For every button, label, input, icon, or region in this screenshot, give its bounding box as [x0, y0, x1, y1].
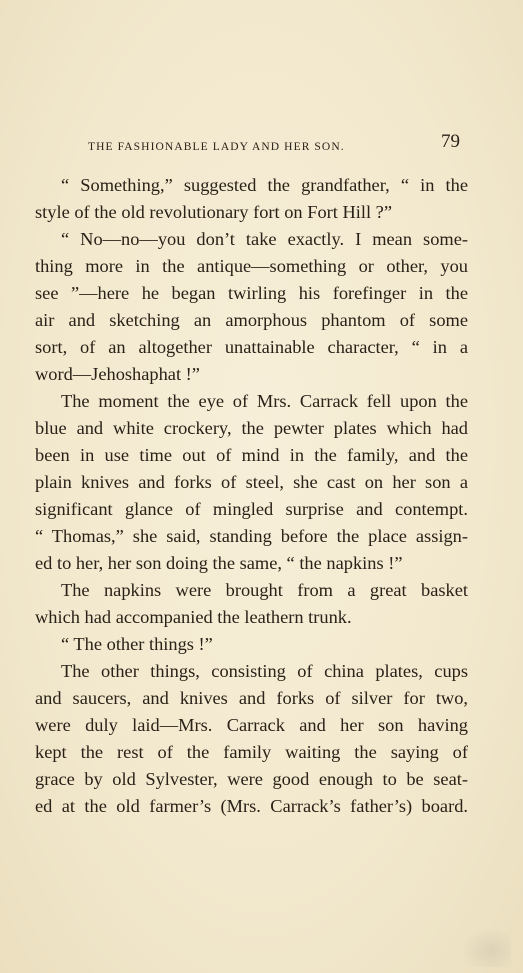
- text-line: were duly laid—Mrs. Carrack and her son having: [35, 715, 468, 735]
- text-line: thing more in the antique—something or other, you: [35, 256, 468, 276]
- page-number: 79: [441, 131, 460, 152]
- paragraph: [35, 577, 468, 631]
- text-line: blue and white crockery, the pewter plates which had: [35, 418, 468, 438]
- text-line: plain knives and forks of steel, she cast on her son a: [35, 472, 468, 492]
- paragraph: [35, 172, 468, 226]
- paragraph: [35, 226, 468, 388]
- text-line: grace by old Sylvester, were good enough to be seat-: [35, 769, 468, 789]
- paragraph: [35, 658, 468, 820]
- text-line: and saucers, and knives and forks of silver for two,: [35, 688, 468, 708]
- text-line: significant glance of mingled surprise and contempt.: [35, 499, 468, 519]
- text-line: “ The other things !”: [61, 634, 213, 654]
- text-line: “ Something,” suggested the grandfather, “ in the: [61, 175, 468, 195]
- text-line: “ No—no—you don’t take exactly. I mean some-: [61, 229, 468, 249]
- text-line: which had accompanied the leathern trunk.: [35, 607, 352, 627]
- text-line: air and sketching an amorphous phantom of some: [35, 310, 468, 330]
- text-line: sort, of an altogether unattainable character, “ in a: [35, 337, 468, 357]
- page-header: [88, 131, 460, 161]
- text-line: been in use time out of mind in the family, and the: [35, 445, 468, 465]
- text-line: style of the old revolutionary fort on Fort Hill ?”: [35, 202, 393, 222]
- text-line: The other things, consisting of china plates, cups: [61, 661, 468, 681]
- text-line: The moment the eye of Mrs. Carrack fell upon the: [61, 391, 468, 411]
- text-line: The napkins were brought from a great basket: [61, 580, 468, 600]
- running-head: THE FASHIONABLE LADY AND HER SON.: [88, 141, 345, 153]
- paragraph: [35, 388, 468, 577]
- body-text: [35, 172, 468, 820]
- paragraph: [35, 631, 468, 658]
- text-line: “ Thomas,” she said, standing before the place assign-: [35, 526, 468, 546]
- paper-blemish: [461, 927, 511, 967]
- text-line: kept the rest of the family waiting the saying of: [35, 742, 468, 762]
- text-line: see ”—here he began twirling his forefinger in the: [35, 283, 468, 303]
- text-line: ed at the old farmer’s (Mrs. Carrack’s father’s) board.: [35, 796, 468, 816]
- text-line: word—Jehoshaphat !”: [35, 364, 200, 384]
- text-line: ed to her, her son doing the same, “ the napkins !”: [35, 553, 403, 573]
